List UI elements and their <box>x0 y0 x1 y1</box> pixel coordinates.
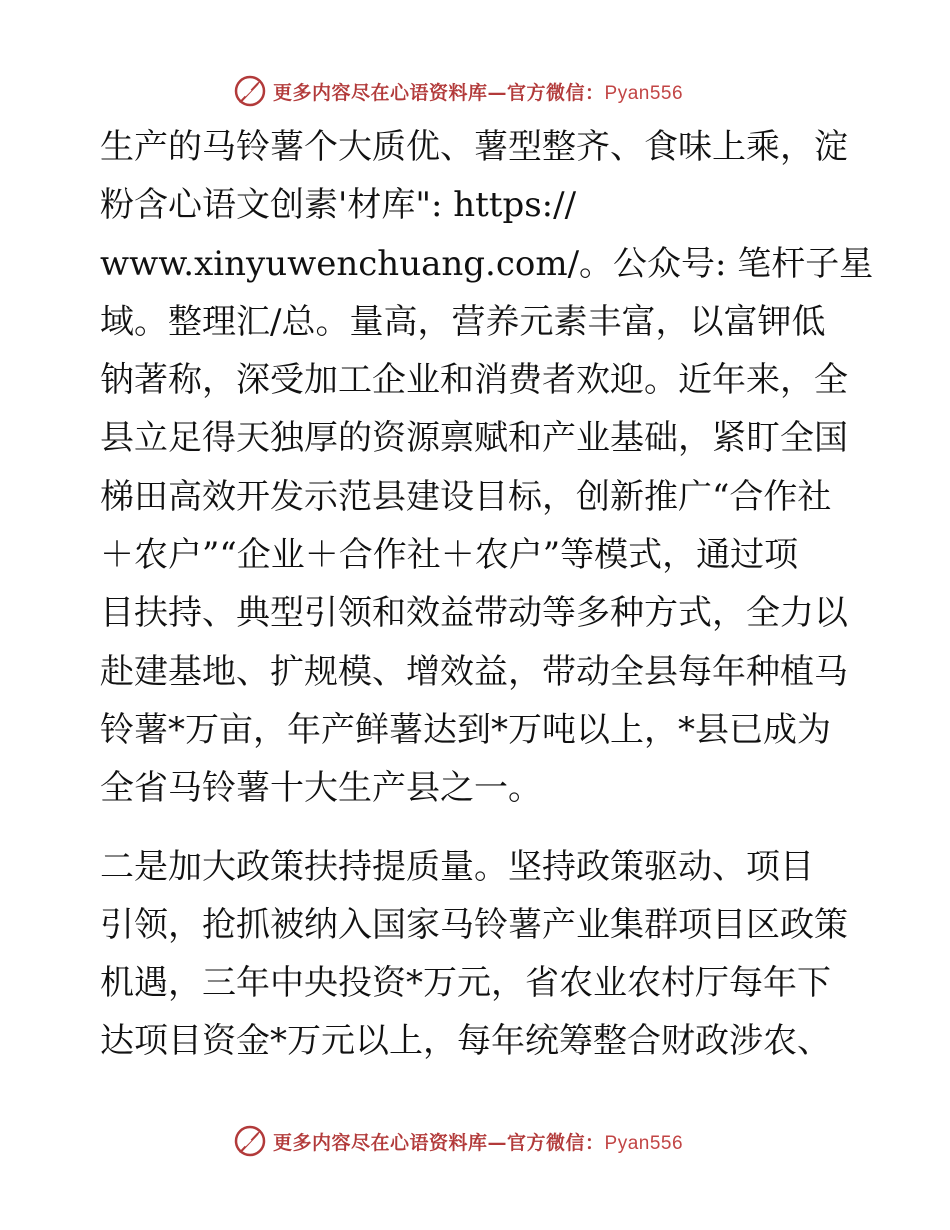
document-body <box>100 118 880 1071</box>
watermark-text: 更多内容尽在心语资料库—官方微信：Pyan556 <box>273 81 684 104</box>
text-line: 梯田高效开发示范县建设目标，创新推广“合作社 <box>100 476 832 517</box>
text-line: ＋农户”“企业＋合作社＋农户”等模式，通过项 <box>100 535 799 576</box>
watermark-text: 更多内容尽在心语资料库—官方微信：Pyan556 <box>273 1131 684 1154</box>
text-line: 域。整理汇/总。量高，营养元素丰富，以富钾低 <box>100 301 826 342</box>
text-line: 达项目资金*万元以上，每年统筹整合财政涉农、 <box>100 1021 831 1062</box>
text-line: www.xinyuwenchuang.com/。公众号: 笔杆子星 <box>100 243 874 284</box>
text-line: 机遇，三年中央投资*万元，省农业农村厅每年下 <box>100 963 831 1004</box>
quill-pen-logo-icon <box>233 74 267 108</box>
text-line: 赴建基地、扩规模、增效益，带动全县每年种植马 <box>100 651 848 692</box>
text-line: 粉含心语文创素'材库": https:// <box>100 185 577 226</box>
text-line: 全省马铃薯十大生产县之一。 <box>100 768 542 809</box>
paragraph-2 <box>100 838 880 1071</box>
paragraph-1 <box>100 118 880 818</box>
text-line: 目扶持、典型引领和效益带动等多种方式，全力以 <box>100 593 848 634</box>
footer-watermark <box>233 1123 683 1159</box>
paragraph-spacer <box>100 818 880 838</box>
text-line: 钠著称，深受加工企业和消费者欢迎。近年来，全 <box>100 360 848 401</box>
text-line: 引领，抢抓被纳入国家马铃薯产业集群项目区政策 <box>100 904 848 945</box>
text-line: 生产的马铃薯个大质优、薯型整齐、食味上乘，淀 <box>100 127 848 167</box>
text-line: 县立足得天独厚的资源禀赋和产业基础，紧盯全国 <box>100 418 848 459</box>
text-line: 铃薯*万亩，年产鲜薯达到*万吨以上，*县已成为 <box>100 709 831 750</box>
header-watermark <box>233 73 683 109</box>
quill-pen-logo-icon <box>233 1124 267 1158</box>
text-line: 二是加大政策扶持提质量。坚持政策驱动、项目 <box>100 846 814 887</box>
